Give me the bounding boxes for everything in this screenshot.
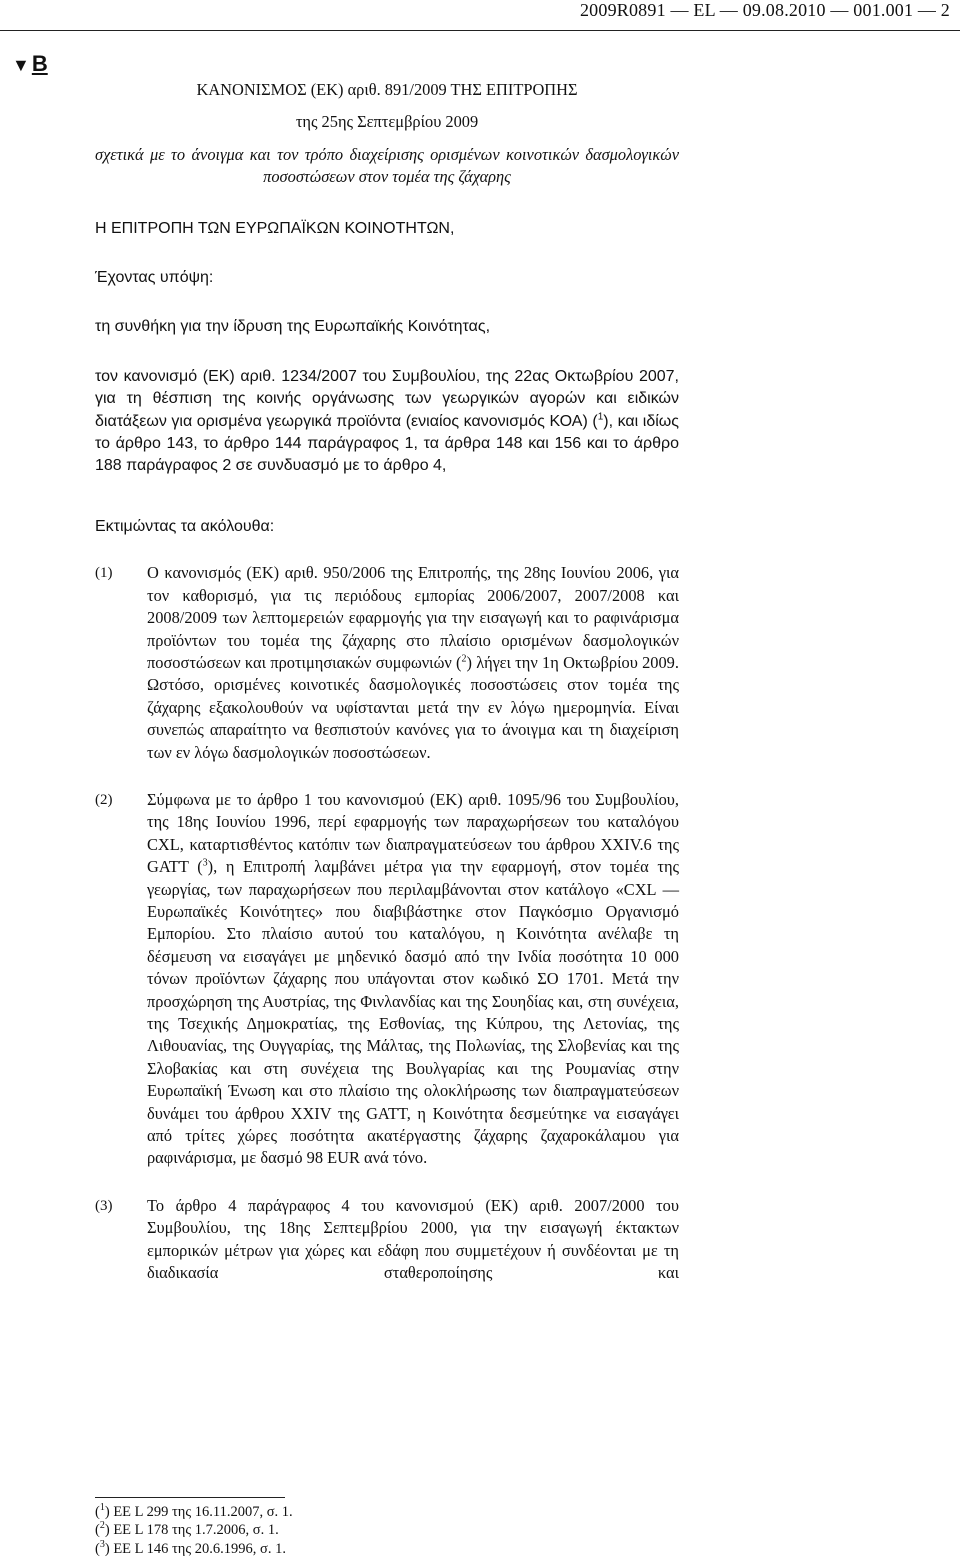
footnote-text: ΕΕ L 178 της 1.7.2006, σ. 1. — [113, 1522, 279, 1539]
footnote-3 — [95, 1540, 293, 1558]
footnote-paren: ( — [95, 1522, 100, 1539]
citation-treaty: τη συνθήκη για την ίδρυση της Ευρωπαϊκής Κοινότητας, — [95, 318, 491, 336]
header-divider — [0, 30, 960, 31]
footnote-divider — [95, 1497, 285, 1498]
footnote-paren: ) — [104, 1540, 110, 1557]
footnote-ref: 2 — [461, 653, 467, 665]
citation-text-cont: ), και ιδίως το άρθρο 143, το άρθρο 144 παράγραφος 1, τα άρθρα 148 και 156 και το άρθρο 188 παράγραφος 2 σε συνδυασμό με το άρθρο 4, — [95, 412, 680, 475]
recital-1 — [95, 562, 679, 764]
recital-text — [147, 562, 679, 764]
recital-number: (2) — [95, 791, 113, 808]
footnote-text: ΕΕ L 146 της 20.6.1996, σ. 1. — [113, 1540, 286, 1557]
footnote-ref: 3 — [202, 857, 208, 869]
whereas-heading: Εκτιμώντας τα ακόλουθα: — [95, 517, 275, 535]
regulation-date: της 25ης Σεπτεμβρίου 2009 — [295, 112, 479, 132]
recital-number: (1) — [95, 565, 113, 582]
footnote-paren: ) — [104, 1522, 110, 1539]
citation-text: τον κανονισμό (ΕΚ) αριθ. 1234/2007 του Συμβουλίου, της 22ας Οκτωβρίου 2007, για τη θέσπιση της κοινής οργάνωσης των γεωργικών αγορών και ειδικών διατάξεων για ορισμένα γεωργικά προϊόντα (ενιαίος κανονισμός ΚΟΑ) ( — [95, 367, 679, 430]
recital-3 — [95, 1195, 679, 1285]
footnote-number: 1 — [99, 1502, 105, 1514]
recital-number: (3) — [95, 1197, 113, 1214]
issuing-authority: Η ΕΠΙΤΡΟΠΗ ΤΩΝ ΕΥΡΩΠΑΪΚΩΝ ΚΟΙΝΟΤΗΤΩΝ, — [95, 219, 455, 237]
footnote-2 — [95, 1521, 293, 1539]
document-reference-header: 2009R0891 — EL — 09.08.2010 — 001.001 — 2 — [579, 0, 950, 20]
footnote-paren: ( — [95, 1540, 100, 1557]
footnote-number: 2 — [99, 1520, 105, 1532]
recital-text-pre: Ο κανονισμός (ΕΚ) αριθ. 950/2006 της Επιτροπής, της 28ης Ιουνίου 2006, για τον καθορισμό, για τις περιόδους εμπορίας 2006/2007, 2007/2008 και 2008/2009 των λεπτομερειών εφαρμογής για την εισαγωγή και το ραφινάρισμα προϊόντων του τομέα της ζάχαρης στο πλαίσιο ορισμένων δασμολογικών ποσοστώσεων και προτιμησιακών συμφωνιών ( — [147, 563, 679, 672]
recital-text-pre: Σύμφωνα με το άρθρο 1 του κανονισμού (ΕΚ) αριθ. 1095/96 του Συμβουλίου, της 18ης Ιουνίου 1996, περί εφαρμογής των παραχωρήσεων του καταλόγου CXL, καταρτισθέντος κατόπιν των διαπραγματεύσεων του άρθρου XXIV.6 της GATT ( — [147, 789, 679, 877]
footnote-paren: ) — [104, 1504, 110, 1520]
citation-regulation-1234-2007 — [95, 366, 679, 478]
regulation-subject: σχετικά με το άνοιγμα και τον τρόπο διαχείρισης ορισμένων κοινοτικών δασμολογικών ποσοστώσεων στον τομέα της ζάχαρης — [95, 144, 679, 187]
footnote-ref: 1 — [597, 411, 604, 423]
triangle-down-icon: ▼ — [12, 55, 30, 75]
recital-text-post: ), η Επιτροπή λαμβάνει μέτρα για την εφαρμογή, στον τομέα της γεωργίας, των παραχωρήσεων που περιλαμβάνονται στον κατάλογο «CXL — Ευρωπαϊκές Κοινότητες» που διαβιβάστηκε στον Παγκόσμιο Οργανισμό Εμπορίου. Στο πλαίσιο αυτού του καταλόγου, η Κοινότητα ανέλαβε τη δέσμευση να εισαγάγει με μηδενικό δασμό από την Ινδία ποσότητα 10 000 τόνων προϊόντων ζάχαρης που υπάγονται στον κωδικό ΣΟ 1701. Μετά την προσχώρηση της Αυστρίας, της Φινλανδίας και της Σουηδίας και, στη συνέχεια, της Τσεχικής Δημοκρατίας, της Εσθονίας, της Κύπρου, της Λετονίας, της Λιθουανίας, της Ουγγαρίας, της Μάλτας, της Πολωνίας, της Σλοβενίας και της Σλοβακίας και στη συνέχεια της Βουλγαρίας και της Ρουμανίας στην Ευρωπαϊκή Ένωση και στο πλαίσιο της ολοκλήρωσης των διαπραγματεύσεων δυνάμει του άρθρου XXIV της GATT, η Κοινότητα δεσμεύτηκε να εισαγάγει από τρίτες χώρες ποσότητα ακατέργαστης ζάχαρης ζαχαροκάλαμου για ραφινάρισμα, με δασμό 98 EUR ανά τόνο. — [147, 857, 680, 1168]
regulation-title: ΚΑΝΟΝΙΣΜΟΣ (ΕΚ) αριθ. 891/2009 ΤΗΣ ΕΠΙΤΡΟΠΗΣ — [196, 80, 578, 99]
recital-text-post: ) λήγει την 1η Οκτωβρίου 2009. Ωστόσο, ορισμένες κοινοτικές δασμολογικές ποσοστώσεις στον τομέα της ζάχαρης εξακολουθούν να υφίστανται μετά την εν λόγω ημερομηνία. Είναι συνεπώς απαραίτητο να θεσπιστούν κανόνες για το άνοιγμα και τη διαχείριση των εν λόγω δασμολογικών ποσοστώσεων. — [147, 652, 679, 762]
recital-text: Το άρθρο 4 παράγραφος 4 του κανονισμού (ΕΚ) αριθ. 2007/2000 του Συμβουλίου, της 18ης Σεπτεμβρίου 2000, για την εισαγωγή έκτακτων εμπορικών μέτρων για χώρες και εδάφη που συμμετέχουν ή συνδέονται με τη διαδικασία σταθεροποίησης και — [147, 1195, 679, 1283]
footnotes — [95, 1503, 293, 1558]
amendment-marker — [12, 51, 48, 77]
footnote-paren: ( — [95, 1504, 100, 1520]
having-regard-heading: Έχοντας υπόψη: — [95, 269, 214, 287]
amendment-marker-letter: B — [31, 51, 48, 76]
footnote-1 — [95, 1503, 293, 1521]
recital-text — [147, 789, 679, 1170]
recital-2 — [95, 789, 679, 1170]
footnote-number: 3 — [99, 1538, 105, 1550]
document-body — [95, 79, 679, 1284]
footnote-text: ΕΕ L 299 της 16.11.2007, σ. 1. — [113, 1504, 293, 1520]
